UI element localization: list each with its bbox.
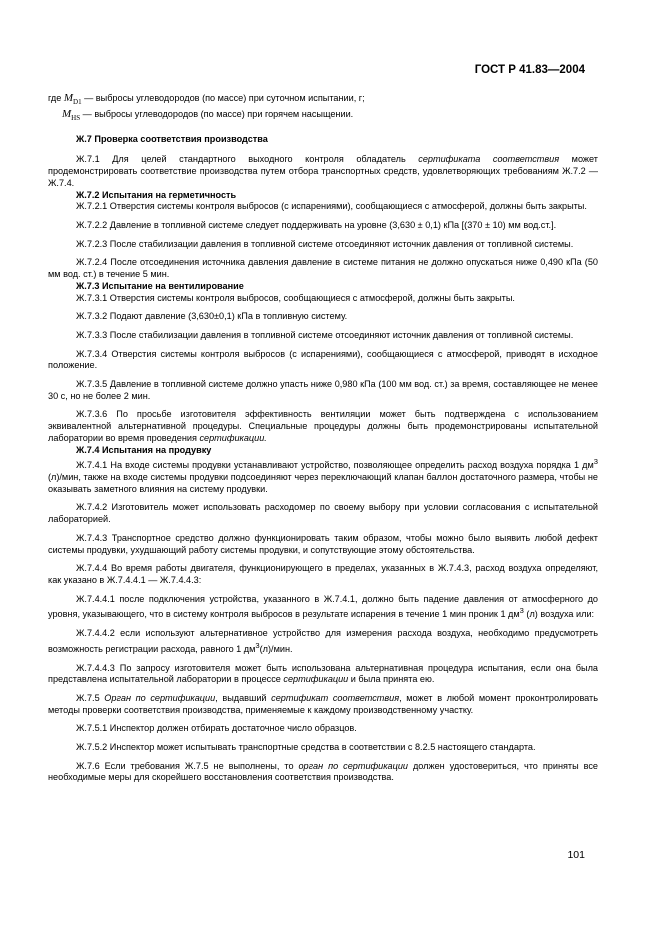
- paragraph-j7-1: [48, 154, 598, 189]
- paragraph-j7-4-4-2: [48, 628, 598, 655]
- paragraph-j7-2-1: Ж.7.2.1 Отверстия системы контроля выбросов (с испарениями), сообщающиеся с атмосферой, должны быть закрыты.: [76, 201, 587, 212]
- italic-term: сертификации.: [199, 432, 267, 443]
- text-run: Ж.7.4.4.1 после подключения устройства, указанного в Ж.7.4.1, должно быть падение давления от атмосферного до уровня, указывающего, что в систему контроля выбросов в результате испарения в течение 1 мин проник 1 дм: [48, 593, 598, 620]
- symbol-subscript: HS: [71, 114, 81, 123]
- paragraph-j7-3-3: Ж.7.3.3 После стабилизации давления в топливной системе отсоединяют источник давления от топливной системы.: [76, 329, 574, 340]
- text-run: должен удостовериться, что приняты все необходимые меры для скорейшего восстановления соответствия производства.: [48, 760, 599, 783]
- paragraph-j7-4-4: Ж.7.4.4 Во время работы двигателя, функционирующего в пределах, указанных в Ж.7.4.3, расход воздуха определяют, как указано в Ж.7.4.4.1 — Ж.7.4.4.3:: [48, 563, 598, 585]
- superscript: 3: [519, 606, 524, 616]
- paragraph-j7-4-2: Ж.7.4.2 Изготовитель может использовать расходомер по своему выбору при условии согласования с испытательной лабораторией.: [48, 502, 598, 525]
- text-run: Ж.7.4.4.2 если используют альтернативное устройство для измерения расхода воздуха, необходимо предусмотреть возможность регистрации расхода, равного 1 дм: [48, 628, 598, 654]
- superscript: 3: [255, 640, 260, 650]
- standard-header: ГОСТ Р 41.83—2004: [474, 64, 585, 76]
- italic-term: сертификат соответствия: [271, 692, 400, 703]
- text-run: (л)/мин, также на входе системы продувки подсоединяют через переключающий клапан баллон достаточного размера, чтобы не оказывать заметного влияния на систему продувки.: [48, 472, 598, 494]
- text-run: (л) воздуха или:: [523, 609, 595, 620]
- text-run: Ж.7.1 Для целей стандартного выходного контроля обладатель: [76, 154, 419, 165]
- text-run: Ж.7.6 Если требования Ж.7.5 не выполнены, то: [76, 760, 299, 771]
- paragraph-j7-4-4-3: [48, 663, 598, 686]
- paragraph-j7-2-2: Ж.7.2.2 Давление в топливной системе следует поддерживать на уровне (3,630 ± 0,1) кПа [(370 ± 10) мм вод.ст.].: [76, 220, 557, 230]
- paragraph-j7-4-4-1: [48, 594, 598, 621]
- text-run: Ж.7.3.6 По просьбе изготовителя эффективность вентиляции может быть подтверждена с использованием эквивалентной альтернативной процедуры. Специальные процедуры должны быть продемонстрированы испытательной лаборатории во время проведения: [48, 409, 598, 443]
- italic-term: орган по сертификации: [298, 760, 408, 771]
- section-title-j7-3: Ж.7.3 Испытание на вентилирование: [76, 280, 244, 291]
- italic-term: сертификации: [283, 674, 349, 685]
- superscript: 3: [593, 457, 598, 467]
- italic-term: Орган по сертификации: [104, 692, 216, 703]
- document-body: [48, 93, 598, 784]
- text-run: (л)/мин.: [259, 643, 293, 654]
- paragraph-j7-6: [48, 761, 598, 784]
- text-run: и была принята ею.: [348, 674, 435, 685]
- paragraph-j7-5-1: Ж.7.5.1 Инспектор должен отбирать достаточное число образцов.: [76, 723, 357, 734]
- paragraph-j7-2-4: Ж.7.2.4 После отсоединения источника давления давление в системе питания не должно опускаться ниже 0,490 кПа (50 мм вод. ст.) в течение 5 мин.: [48, 257, 598, 280]
- symbol-letter: M: [63, 92, 74, 104]
- legend-md1: [48, 93, 598, 109]
- paragraph-j7-5-2: Ж.7.5.2 Инспектор может испытывать транспортные средства в соответствии с 8.2.5 настоящего стандарта.: [76, 742, 536, 753]
- legend-text: — выбросы углеводородов (по массе) при суточном испытании, г;: [81, 93, 365, 103]
- italic-term: сертификата соответствия: [418, 154, 560, 165]
- text-run: , может в любой момент проконтролировать методы проверки соответствия производства, применяемые к каждому производственному участку.: [48, 692, 598, 715]
- paragraph-j7-4-1: [48, 456, 598, 495]
- paragraph-j7-3-5: Ж.7.3.5 Давление в топливной системе должно упасть ниже 0,980 кПа (100 мм вод. ст.) за время, составляющее не менее 30 с, но не более 2 мин.: [48, 379, 598, 401]
- section-title-j7-2: Ж.7.2 Испытания на герметичность: [76, 189, 237, 200]
- paragraph-j7-3-2: Ж.7.3.2 Подают давление (3,630±0,1) кПа в топливную систему.: [76, 311, 348, 322]
- paragraph-j7-4-3: Ж.7.4.3 Транспортное средство должно функционировать таким образом, чтобы можно было выявить любой дефект системы продувки, ухудшающий работу системы продувки, и сопутствующие этому обстоятельства.: [48, 532, 598, 555]
- symbol-subscript: D1: [73, 98, 82, 107]
- text-run: может продемонстрировать соответствие производства путем отбора транспортных средств, удовлетворяющих требованиям Ж.7.2 — Ж.7.4.: [48, 154, 598, 188]
- section-title-j7-4: Ж.7.4 Испытания на продувку: [76, 444, 212, 455]
- text-run: Ж.7.5: [76, 692, 105, 703]
- legend-prefix: где: [48, 93, 64, 103]
- section-title-j7: Ж.7 Проверка соответствия производства: [76, 133, 268, 144]
- text-run: Ж.7.4.4.3 По запросу изготовителя может быть использована альтернативная процедура испытания, если она была представлена испытательной лаборатории в процессе: [48, 662, 598, 685]
- symbol-md1: [63, 92, 82, 107]
- page-number: 101: [567, 849, 585, 861]
- paragraph-j7-2-3: Ж.7.2.3 После стабилизации давления в топливной системе отсоединяют источник давления от топливной системы.: [76, 238, 574, 249]
- symbol-mhs: [62, 107, 81, 123]
- paragraph-j7-3-6: [48, 409, 598, 444]
- legend-mhs: [48, 109, 598, 125]
- text-run: , выдавший: [215, 692, 272, 703]
- text-run: Ж.7.4.1 На входе системы продувки устанавливают устройство, позволяющее определить расход воздуха порядка 1 дм: [76, 460, 594, 471]
- paragraph-j7-5: [48, 693, 598, 716]
- paragraph-j7-3-4: Ж.7.3.4 Отверстия системы контроля выбросов (с испарениями), сообщающиеся с атмосферой, приводят в исходное положение.: [48, 348, 598, 371]
- legend-text: — выбросы углеводородов (по массе) при горячем насыщении.: [80, 108, 354, 119]
- symbol-letter: M: [62, 107, 72, 120]
- paragraph-j7-3-1: Ж.7.3.1 Отверстия системы контроля выбросов, сообщающиеся с атмосферой, должны быть закрыты.: [76, 292, 515, 303]
